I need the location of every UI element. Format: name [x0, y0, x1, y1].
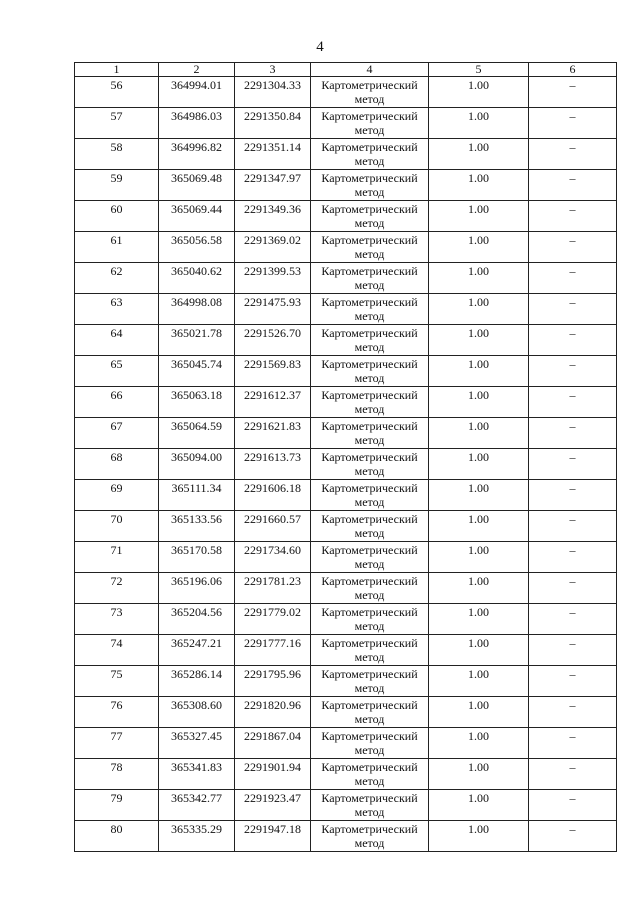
- x-coordinate-cell: 365341.83: [159, 759, 235, 790]
- x-coordinate-cell: 364986.03: [159, 108, 235, 139]
- point-number-cell: 67: [75, 418, 159, 449]
- method-cell: Картометрический метод: [311, 511, 429, 542]
- y-coordinate-cell: 2291349.36: [235, 201, 311, 232]
- accuracy-cell: 1.00: [429, 449, 529, 480]
- note-cell: –: [529, 325, 617, 356]
- note-cell: –: [529, 790, 617, 821]
- y-coordinate-cell: 2291734.60: [235, 542, 311, 573]
- accuracy-cell: 1.00: [429, 139, 529, 170]
- y-coordinate-cell: 2291347.97: [235, 170, 311, 201]
- table-row: [75, 201, 617, 232]
- y-coordinate-cell: 2291781.23: [235, 573, 311, 604]
- point-number-cell: 70: [75, 511, 159, 542]
- table-header: [75, 63, 617, 77]
- accuracy-cell: 1.00: [429, 325, 529, 356]
- point-number-cell: 61: [75, 232, 159, 263]
- table-row: [75, 139, 617, 170]
- table-row: [75, 325, 617, 356]
- x-coordinate-cell: 365021.78: [159, 325, 235, 356]
- table-row: [75, 666, 617, 697]
- x-coordinate-cell: 365342.77: [159, 790, 235, 821]
- method-cell: Картометрический метод: [311, 356, 429, 387]
- x-coordinate-cell: 365094.00: [159, 449, 235, 480]
- x-coordinate-cell: 365056.58: [159, 232, 235, 263]
- accuracy-cell: 1.00: [429, 170, 529, 201]
- note-cell: –: [529, 77, 617, 108]
- y-coordinate-cell: 2291867.04: [235, 728, 311, 759]
- accuracy-cell: 1.00: [429, 573, 529, 604]
- point-number-cell: 76: [75, 697, 159, 728]
- point-number-cell: 56: [75, 77, 159, 108]
- note-cell: –: [529, 232, 617, 263]
- method-cell: Картометрический метод: [311, 387, 429, 418]
- accuracy-cell: 1.00: [429, 635, 529, 666]
- table-row: [75, 542, 617, 573]
- method-cell: Картометрический метод: [311, 232, 429, 263]
- y-coordinate-cell: 2291475.93: [235, 294, 311, 325]
- point-number-cell: 60: [75, 201, 159, 232]
- header-row: [75, 63, 617, 77]
- table-row: [75, 77, 617, 108]
- note-cell: –: [529, 635, 617, 666]
- page-number: 4: [316, 39, 324, 55]
- table-row: [75, 232, 617, 263]
- accuracy-cell: 1.00: [429, 232, 529, 263]
- y-coordinate-cell: 2291606.18: [235, 480, 311, 511]
- y-coordinate-cell: 2291369.02: [235, 232, 311, 263]
- point-number-cell: 59: [75, 170, 159, 201]
- column-header-5: 5: [429, 63, 529, 77]
- y-coordinate-cell: 2291947.18: [235, 821, 311, 852]
- table-row: [75, 294, 617, 325]
- x-coordinate-cell: 365286.14: [159, 666, 235, 697]
- method-cell: Картометрический метод: [311, 604, 429, 635]
- y-coordinate-cell: 2291613.73: [235, 449, 311, 480]
- x-coordinate-cell: 365040.62: [159, 263, 235, 294]
- y-coordinate-cell: 2291779.02: [235, 604, 311, 635]
- note-cell: –: [529, 356, 617, 387]
- table-row: [75, 108, 617, 139]
- x-coordinate-cell: 364994.01: [159, 77, 235, 108]
- column-header-1: 1: [75, 63, 159, 77]
- method-cell: Картометрический метод: [311, 418, 429, 449]
- y-coordinate-cell: 2291660.57: [235, 511, 311, 542]
- method-cell: Картометрический метод: [311, 294, 429, 325]
- x-coordinate-cell: 365335.29: [159, 821, 235, 852]
- y-coordinate-cell: 2291923.47: [235, 790, 311, 821]
- table-row: [75, 263, 617, 294]
- method-cell: Картометрический метод: [311, 139, 429, 170]
- point-number-cell: 58: [75, 139, 159, 170]
- accuracy-cell: 1.00: [429, 759, 529, 790]
- coordinates-table: [74, 62, 617, 852]
- method-cell: Картометрический метод: [311, 449, 429, 480]
- note-cell: –: [529, 294, 617, 325]
- note-cell: –: [529, 728, 617, 759]
- table-row: [75, 790, 617, 821]
- table-row: [75, 604, 617, 635]
- y-coordinate-cell: 2291569.83: [235, 356, 311, 387]
- method-cell: Картометрический метод: [311, 697, 429, 728]
- point-number-cell: 79: [75, 790, 159, 821]
- accuracy-cell: 1.00: [429, 201, 529, 232]
- method-cell: Картометрический метод: [311, 325, 429, 356]
- accuracy-cell: 1.00: [429, 77, 529, 108]
- x-coordinate-cell: 365069.44: [159, 201, 235, 232]
- table-row: [75, 418, 617, 449]
- x-coordinate-cell: 365204.56: [159, 604, 235, 635]
- note-cell: –: [529, 666, 617, 697]
- y-coordinate-cell: 2291820.96: [235, 697, 311, 728]
- note-cell: –: [529, 480, 617, 511]
- note-cell: –: [529, 263, 617, 294]
- note-cell: –: [529, 511, 617, 542]
- x-coordinate-cell: 365327.45: [159, 728, 235, 759]
- accuracy-cell: 1.00: [429, 418, 529, 449]
- table-row: [75, 759, 617, 790]
- column-header-6: 6: [529, 63, 617, 77]
- note-cell: –: [529, 201, 617, 232]
- method-cell: Картометрический метод: [311, 666, 429, 697]
- table-row: [75, 635, 617, 666]
- x-coordinate-cell: 365045.74: [159, 356, 235, 387]
- table-body: [75, 77, 617, 852]
- note-cell: –: [529, 697, 617, 728]
- method-cell: Картометрический метод: [311, 635, 429, 666]
- point-number-cell: 72: [75, 573, 159, 604]
- x-coordinate-cell: 365196.06: [159, 573, 235, 604]
- point-number-cell: 62: [75, 263, 159, 294]
- method-cell: Картометрический метод: [311, 821, 429, 852]
- accuracy-cell: 1.00: [429, 697, 529, 728]
- method-cell: Картометрический метод: [311, 542, 429, 573]
- y-coordinate-cell: 2291621.83: [235, 418, 311, 449]
- accuracy-cell: 1.00: [429, 511, 529, 542]
- y-coordinate-cell: 2291399.53: [235, 263, 311, 294]
- y-coordinate-cell: 2291777.16: [235, 635, 311, 666]
- x-coordinate-cell: 365069.48: [159, 170, 235, 201]
- note-cell: –: [529, 759, 617, 790]
- note-cell: –: [529, 449, 617, 480]
- x-coordinate-cell: 365247.21: [159, 635, 235, 666]
- accuracy-cell: 1.00: [429, 542, 529, 573]
- method-cell: Картометрический метод: [311, 77, 429, 108]
- point-number-cell: 77: [75, 728, 159, 759]
- x-coordinate-cell: 364996.82: [159, 139, 235, 170]
- y-coordinate-cell: 2291351.14: [235, 139, 311, 170]
- x-coordinate-cell: 364998.08: [159, 294, 235, 325]
- point-number-cell: 69: [75, 480, 159, 511]
- point-number-cell: 57: [75, 108, 159, 139]
- x-coordinate-cell: 365133.56: [159, 511, 235, 542]
- point-number-cell: 78: [75, 759, 159, 790]
- table-row: [75, 387, 617, 418]
- note-cell: –: [529, 139, 617, 170]
- y-coordinate-cell: 2291526.70: [235, 325, 311, 356]
- accuracy-cell: 1.00: [429, 604, 529, 635]
- accuracy-cell: 1.00: [429, 356, 529, 387]
- method-cell: Картометрический метод: [311, 201, 429, 232]
- note-cell: –: [529, 108, 617, 139]
- note-cell: –: [529, 418, 617, 449]
- accuracy-cell: 1.00: [429, 387, 529, 418]
- accuracy-cell: 1.00: [429, 108, 529, 139]
- y-coordinate-cell: 2291612.37: [235, 387, 311, 418]
- method-cell: Картометрический метод: [311, 759, 429, 790]
- table-row: [75, 728, 617, 759]
- table-row: [75, 170, 617, 201]
- note-cell: –: [529, 170, 617, 201]
- table-row: [75, 573, 617, 604]
- x-coordinate-cell: 365308.60: [159, 697, 235, 728]
- table-row: [75, 449, 617, 480]
- x-coordinate-cell: 365111.34: [159, 480, 235, 511]
- method-cell: Картометрический метод: [311, 170, 429, 201]
- method-cell: Картометрический метод: [311, 263, 429, 294]
- note-cell: –: [529, 604, 617, 635]
- method-cell: Картометрический метод: [311, 108, 429, 139]
- point-number-cell: 68: [75, 449, 159, 480]
- y-coordinate-cell: 2291795.96: [235, 666, 311, 697]
- table-row: [75, 697, 617, 728]
- point-number-cell: 74: [75, 635, 159, 666]
- method-cell: Картометрический метод: [311, 790, 429, 821]
- point-number-cell: 64: [75, 325, 159, 356]
- note-cell: –: [529, 573, 617, 604]
- y-coordinate-cell: 2291304.33: [235, 77, 311, 108]
- table-row: [75, 480, 617, 511]
- accuracy-cell: 1.00: [429, 666, 529, 697]
- point-number-cell: 73: [75, 604, 159, 635]
- column-header-3: 3: [235, 63, 311, 77]
- table-row: [75, 821, 617, 852]
- point-number-cell: 65: [75, 356, 159, 387]
- accuracy-cell: 1.00: [429, 790, 529, 821]
- column-header-2: 2: [159, 63, 235, 77]
- method-cell: Картометрический метод: [311, 480, 429, 511]
- x-coordinate-cell: 365063.18: [159, 387, 235, 418]
- point-number-cell: 75: [75, 666, 159, 697]
- point-number-cell: 71: [75, 542, 159, 573]
- method-cell: Картометрический метод: [311, 728, 429, 759]
- y-coordinate-cell: 2291901.94: [235, 759, 311, 790]
- table-row: [75, 511, 617, 542]
- accuracy-cell: 1.00: [429, 263, 529, 294]
- accuracy-cell: 1.00: [429, 728, 529, 759]
- accuracy-cell: 1.00: [429, 821, 529, 852]
- table-row: [75, 356, 617, 387]
- y-coordinate-cell: 2291350.84: [235, 108, 311, 139]
- accuracy-cell: 1.00: [429, 294, 529, 325]
- point-number-cell: 66: [75, 387, 159, 418]
- x-coordinate-cell: 365064.59: [159, 418, 235, 449]
- point-number-cell: 63: [75, 294, 159, 325]
- method-cell: Картометрический метод: [311, 573, 429, 604]
- column-header-4: 4: [311, 63, 429, 77]
- note-cell: –: [529, 387, 617, 418]
- accuracy-cell: 1.00: [429, 480, 529, 511]
- x-coordinate-cell: 365170.58: [159, 542, 235, 573]
- note-cell: –: [529, 821, 617, 852]
- note-cell: –: [529, 542, 617, 573]
- point-number-cell: 80: [75, 821, 159, 852]
